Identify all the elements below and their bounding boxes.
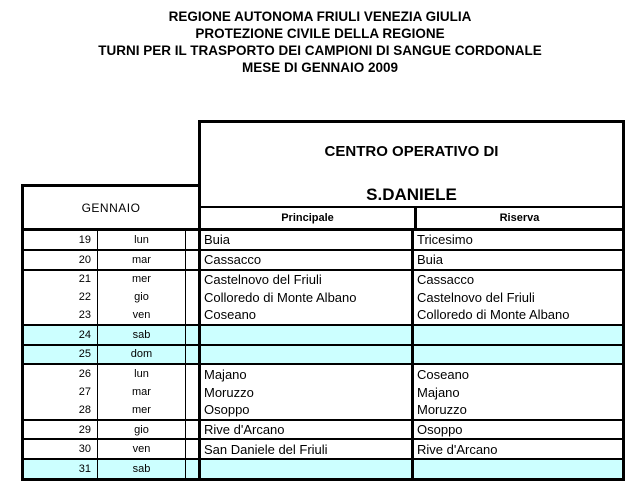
schedule-table — [21, 228, 625, 481]
table-row-31-weekend — [24, 458, 622, 478]
spacer-cell — [186, 440, 201, 458]
riserva-cell: Colloredo di Monte Albano — [417, 307, 570, 323]
spacer-cell — [186, 306, 201, 324]
spacer-cell — [186, 346, 201, 364]
principale-cell: Castelnovo del Friuli — [201, 271, 414, 289]
day-number: 19 — [24, 231, 98, 249]
weekday-label: mer — [98, 271, 186, 289]
principale-cell: San Daniele del Friuli — [201, 440, 414, 458]
principale-cell: Coseano — [201, 306, 414, 324]
weekday-label: mer — [98, 401, 186, 419]
title-line-department: PROTEZIONE CIVILE DELLA REGIONE — [195, 26, 445, 41]
table-row-19 — [24, 231, 622, 249]
principale-cell — [201, 326, 414, 344]
riserva-cell: Majano — [417, 384, 460, 400]
day-number: 26 — [24, 365, 98, 383]
title-line-subject: TURNI PER IL TRASPORTO DEI CAMPIONI DI SANGUE CORDONALE — [98, 43, 542, 58]
day-number: 25 — [24, 346, 98, 364]
table-row-27 — [24, 383, 622, 401]
riserva-cell: Rive d'Arcano — [417, 441, 498, 457]
principale-cell — [201, 346, 414, 364]
principale-cell: Buia — [201, 231, 414, 249]
riserva-cell: Buia — [417, 252, 444, 268]
riserva-cell: Coseano — [417, 366, 470, 382]
operations-center-header-box — [198, 120, 625, 228]
table-row-24-weekend — [24, 324, 622, 344]
day-number: 20 — [24, 251, 98, 269]
spacer-cell — [186, 251, 201, 269]
weekday-label: ven — [98, 306, 186, 324]
principale-cell: Colloredo di Monte Albano — [201, 288, 414, 306]
spacer-cell — [186, 421, 201, 439]
month-header-box — [21, 184, 198, 228]
column-header-riserva: Riserva — [499, 212, 540, 224]
day-number: 27 — [24, 383, 98, 401]
spacer-cell — [186, 326, 201, 344]
spacer-cell — [186, 365, 201, 383]
weekday-label: lun — [98, 231, 186, 249]
column-header-row — [201, 206, 622, 228]
day-number: 22 — [24, 288, 98, 306]
riserva-cell: Castelnovo del Friuli — [417, 289, 535, 305]
spacer-cell — [186, 460, 201, 478]
weekday-label: dom — [98, 346, 186, 364]
weekday-label: ven — [98, 440, 186, 458]
day-number: 31 — [24, 460, 98, 478]
weekday-label: gio — [98, 288, 186, 306]
table-row-25-weekend — [24, 344, 622, 364]
riserva-cell: Cassacco — [417, 271, 475, 287]
spacer-cell — [186, 231, 201, 249]
operations-center-title: CENTRO OPERATIVO DI — [324, 143, 499, 160]
table-row-30 — [24, 438, 622, 458]
title-line-region: REGIONE AUTONOMA FRIULI VENEZIA GIULIA — [168, 9, 472, 24]
table-row-23 — [24, 306, 622, 324]
title-line-month: MESE DI GENNAIO 2009 — [241, 60, 399, 75]
riserva-cell: Tricesimo — [417, 232, 473, 248]
spacer-cell — [186, 383, 201, 401]
riserva-cell — [414, 460, 622, 478]
document-title — [0, 8, 640, 76]
weekday-label: sab — [98, 460, 186, 478]
day-number: 23 — [24, 306, 98, 324]
principale-cell — [201, 460, 414, 478]
table-row-22 — [24, 288, 622, 306]
riserva-cell — [414, 346, 622, 364]
table-row-20 — [24, 249, 622, 269]
weekday-label: mar — [98, 251, 186, 269]
operations-center-name: S.DANIELE — [366, 185, 457, 204]
weekday-label: sab — [98, 326, 186, 344]
column-header-principale: Principale — [201, 208, 417, 228]
month-label: GENNAIO — [81, 200, 141, 215]
table-row-26 — [24, 363, 622, 383]
day-number: 28 — [24, 401, 98, 419]
spacer-cell — [186, 288, 201, 306]
day-number: 30 — [24, 440, 98, 458]
principale-cell: Majano — [201, 365, 414, 383]
principale-cell: Osoppo — [201, 401, 414, 419]
spacer-cell — [186, 271, 201, 289]
riserva-cell — [414, 326, 622, 344]
principale-cell: Cassacco — [201, 251, 414, 269]
day-number: 29 — [24, 421, 98, 439]
weekday-label: mar — [98, 383, 186, 401]
riserva-cell: Osoppo — [417, 422, 463, 438]
weekday-label: lun — [98, 365, 186, 383]
principale-cell: Moruzzo — [201, 383, 414, 401]
table-row-28 — [24, 401, 622, 419]
spacer-cell — [186, 401, 201, 419]
table-row-29 — [24, 419, 622, 439]
table-row-21 — [24, 269, 622, 289]
riserva-cell: Moruzzo — [417, 402, 467, 418]
day-number: 21 — [24, 271, 98, 289]
day-number: 24 — [24, 326, 98, 344]
principale-cell: Rive d'Arcano — [201, 421, 414, 439]
weekday-label: gio — [98, 421, 186, 439]
